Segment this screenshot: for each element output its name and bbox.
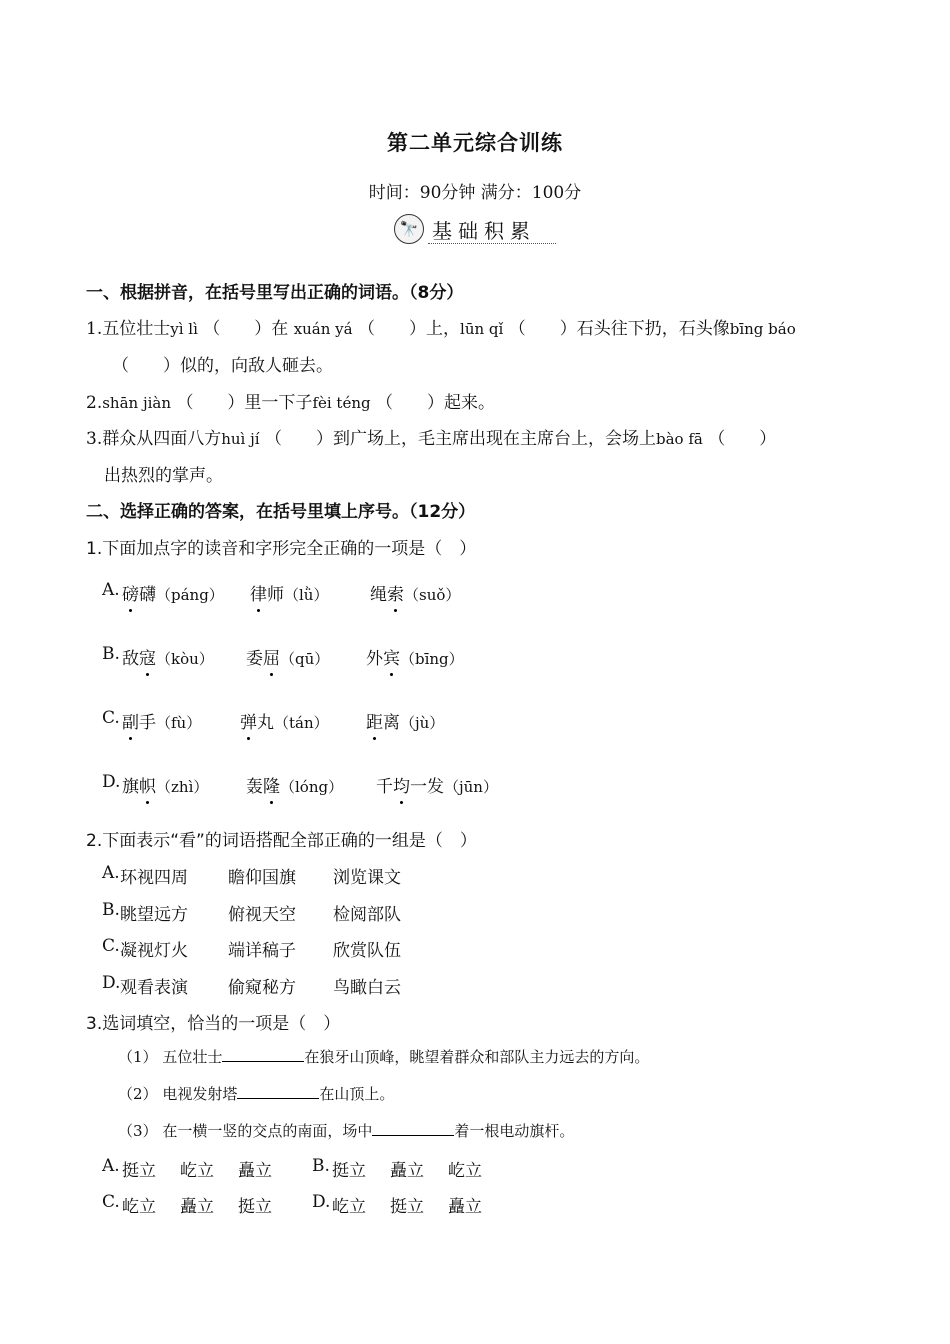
q-text: 五位壮士: [102, 319, 171, 339]
dotted-char: 帜: [139, 772, 156, 797]
pinyin: huì jí: [221, 430, 260, 448]
pinyin: （lóng）: [280, 778, 344, 796]
option-word: 屹立: [448, 1161, 482, 1181]
pinyin: （tán）: [274, 714, 329, 732]
telescope-icon: 🔭: [394, 214, 424, 244]
fill-line-1: [118, 1046, 649, 1067]
word-part: 千: [376, 777, 393, 797]
option-word: 浏览课文: [333, 868, 401, 888]
option-word: 矗立: [238, 1161, 272, 1181]
pinyin: （suǒ）: [404, 586, 461, 604]
word-part: 旗: [122, 777, 139, 797]
pinyin: （qū）: [280, 650, 330, 668]
option-word: [376, 772, 498, 797]
option-word: 端详稿子: [228, 941, 296, 961]
option-word: 环视四周: [120, 868, 188, 888]
dotted-char: 磅: [122, 580, 139, 605]
option-word: [122, 644, 214, 669]
blank: [237, 1086, 319, 1099]
option-word: 俯视天空: [228, 905, 296, 925]
pinyin: lūn qǐ: [460, 320, 504, 338]
fill-text: 电视发射塔: [162, 1085, 238, 1103]
pinyin: （zhì）: [156, 778, 209, 796]
pinyin: （páng）: [156, 586, 224, 604]
s1-q1-line1: [86, 314, 796, 339]
option-letter: B.: [312, 1156, 330, 1176]
option-word: 屹立: [122, 1197, 156, 1217]
s1-q1-line2: （ ）似的，向敌人砸去。: [112, 356, 333, 376]
word-part: 离: [383, 713, 400, 733]
option-letter: D.: [102, 973, 121, 993]
option-word: [246, 644, 329, 669]
q-number: 2.: [86, 393, 103, 413]
fill-line-2: [118, 1083, 394, 1104]
section2-heading: 二、选择正确的答案，在括号里填上序号。（12分）: [86, 502, 476, 522]
option-word: 欣赏队伍: [333, 941, 401, 961]
s1-q3-line1: [86, 424, 776, 449]
fill-text: 五位壮士: [162, 1048, 223, 1066]
fill-text: 在山顶上。: [319, 1085, 395, 1103]
option-word: 矗立: [448, 1197, 482, 1217]
pinyin: （kòu）: [156, 650, 214, 668]
option-word: 挺立: [332, 1161, 366, 1181]
s1-q2: [86, 388, 495, 413]
fill-text: 着一根电动旗杆。: [454, 1122, 575, 1140]
option-word: 挺立: [238, 1197, 272, 1217]
dotted-char: 索: [387, 580, 404, 605]
word-part: 礴: [139, 585, 156, 605]
badge-underline: [428, 243, 556, 244]
option-word: 屹立: [180, 1161, 214, 1181]
option-word: 观看表演: [120, 978, 188, 998]
q-text: （ ）里一下子: [176, 393, 313, 413]
option-letter: D.: [312, 1192, 331, 1212]
option-letter: A.: [102, 863, 120, 883]
dotted-char: 屈: [263, 644, 280, 669]
word-part: 敌: [122, 649, 139, 669]
dotted-char: 弹: [240, 708, 257, 733]
pinyin: shān jiàn: [102, 394, 172, 412]
pinyin: xuán yá: [293, 320, 353, 338]
pinyin: （jūn）: [444, 778, 498, 796]
option-word: 挺立: [390, 1197, 424, 1217]
option-letter: C.: [102, 936, 120, 956]
q-text: 群众从四面八方: [102, 429, 222, 449]
option-letter: C.: [102, 708, 120, 728]
option-word: [240, 708, 329, 733]
s1-q3-line2: 出热烈的掌声。: [104, 466, 223, 486]
option-word: [246, 772, 343, 797]
q-text: （ ）石头往下扔，石头像: [508, 319, 730, 339]
blank: [222, 1049, 304, 1062]
option-word: [366, 644, 464, 669]
dotted-char: 律: [250, 580, 267, 605]
q-number: 1.: [86, 319, 103, 339]
q-text: （ ）到广场上，毛主席出现在主席台上，会场上: [264, 429, 656, 449]
fill-text: 在狼牙山顶峰，眺望着群众和部队主力远去的方向。: [304, 1048, 650, 1066]
pinyin: （bīng）: [400, 650, 464, 668]
option-word: [250, 580, 328, 605]
blank: [372, 1123, 454, 1136]
option-word: [122, 708, 201, 733]
option-word: 屹立: [332, 1197, 366, 1217]
fill-line-3: [118, 1120, 574, 1141]
option-word: [366, 708, 444, 733]
section1-heading: 一、根据拼音，在括号里写出正确的词语。（8分）: [86, 283, 464, 303]
option-letter: A.: [102, 580, 120, 600]
word-part: 师: [267, 585, 284, 605]
pinyin: （fù）: [156, 714, 202, 732]
pinyin: bào fā: [655, 430, 703, 448]
pinyin: yì lì: [170, 320, 198, 338]
pinyin: （lǜ）: [284, 586, 329, 604]
q-number: 3.: [86, 429, 103, 449]
option-word: 眺望远方: [120, 905, 188, 925]
dotted-char: 副: [122, 708, 139, 733]
option-word: 凝视灯火: [120, 941, 188, 961]
option-letter: D.: [102, 772, 121, 792]
fill-number: （2）: [118, 1085, 158, 1103]
word-part: 外: [366, 649, 383, 669]
option-letter: B.: [102, 900, 120, 920]
dotted-char: 隆: [263, 772, 280, 797]
option-letter: C.: [102, 1192, 120, 1212]
badge-label: 基础积累: [432, 219, 536, 243]
q-text: （ ）: [708, 429, 777, 449]
pinyin: （jù）: [400, 714, 445, 732]
option-letter: B.: [102, 644, 120, 664]
page-title: 第二单元综合训练: [387, 131, 563, 155]
dotted-char: 距: [366, 708, 383, 733]
word-part: 委: [246, 649, 263, 669]
word-part: 一发: [410, 777, 444, 797]
word-part: 丸: [257, 713, 274, 733]
q-text: （ ）上，: [358, 319, 461, 339]
q-text: （ ）起来。: [376, 393, 496, 413]
pinyin: bīng báo: [729, 320, 796, 338]
s2-q1-stem: 1.下面加点字的读音和字形完全正确的一项是（ ）: [86, 539, 477, 559]
option-letter: A.: [102, 1156, 120, 1176]
fill-number: （3）: [118, 1122, 158, 1140]
word-part: 绳: [370, 585, 387, 605]
option-word: 矗立: [180, 1197, 214, 1217]
word-part: 轰: [246, 777, 263, 797]
option-word: 挺立: [122, 1161, 156, 1181]
q-text: （ ）在: [203, 319, 289, 339]
word-part: 手: [139, 713, 156, 733]
option-word: [122, 772, 208, 797]
option-word: 瞻仰国旗: [228, 868, 296, 888]
dotted-char: 均: [393, 772, 410, 797]
s2-q2-stem: 2.下面表示“看”的词语搭配全部正确的一组是（ ）: [86, 831, 477, 851]
option-word: 鸟瞰白云: [333, 978, 401, 998]
fill-number: （1）: [118, 1048, 158, 1066]
dotted-char: 宾: [383, 644, 400, 669]
option-word: [370, 580, 460, 605]
fill-text: 在一横一竖的交点的南面，场中: [162, 1122, 373, 1140]
dotted-char: 寇: [139, 644, 156, 669]
pinyin: fèi téng: [312, 394, 371, 412]
option-word: 偷窥秘方: [228, 978, 296, 998]
exam-meta: 时间：90分钟 满分：100分: [368, 183, 582, 203]
option-word: 矗立: [390, 1161, 424, 1181]
s2-q3-stem: 3.选词填空，恰当的一项是（ ）: [86, 1014, 341, 1034]
section-badge: [392, 212, 562, 248]
option-word: 检阅部队: [333, 905, 401, 925]
option-word: [122, 580, 224, 605]
